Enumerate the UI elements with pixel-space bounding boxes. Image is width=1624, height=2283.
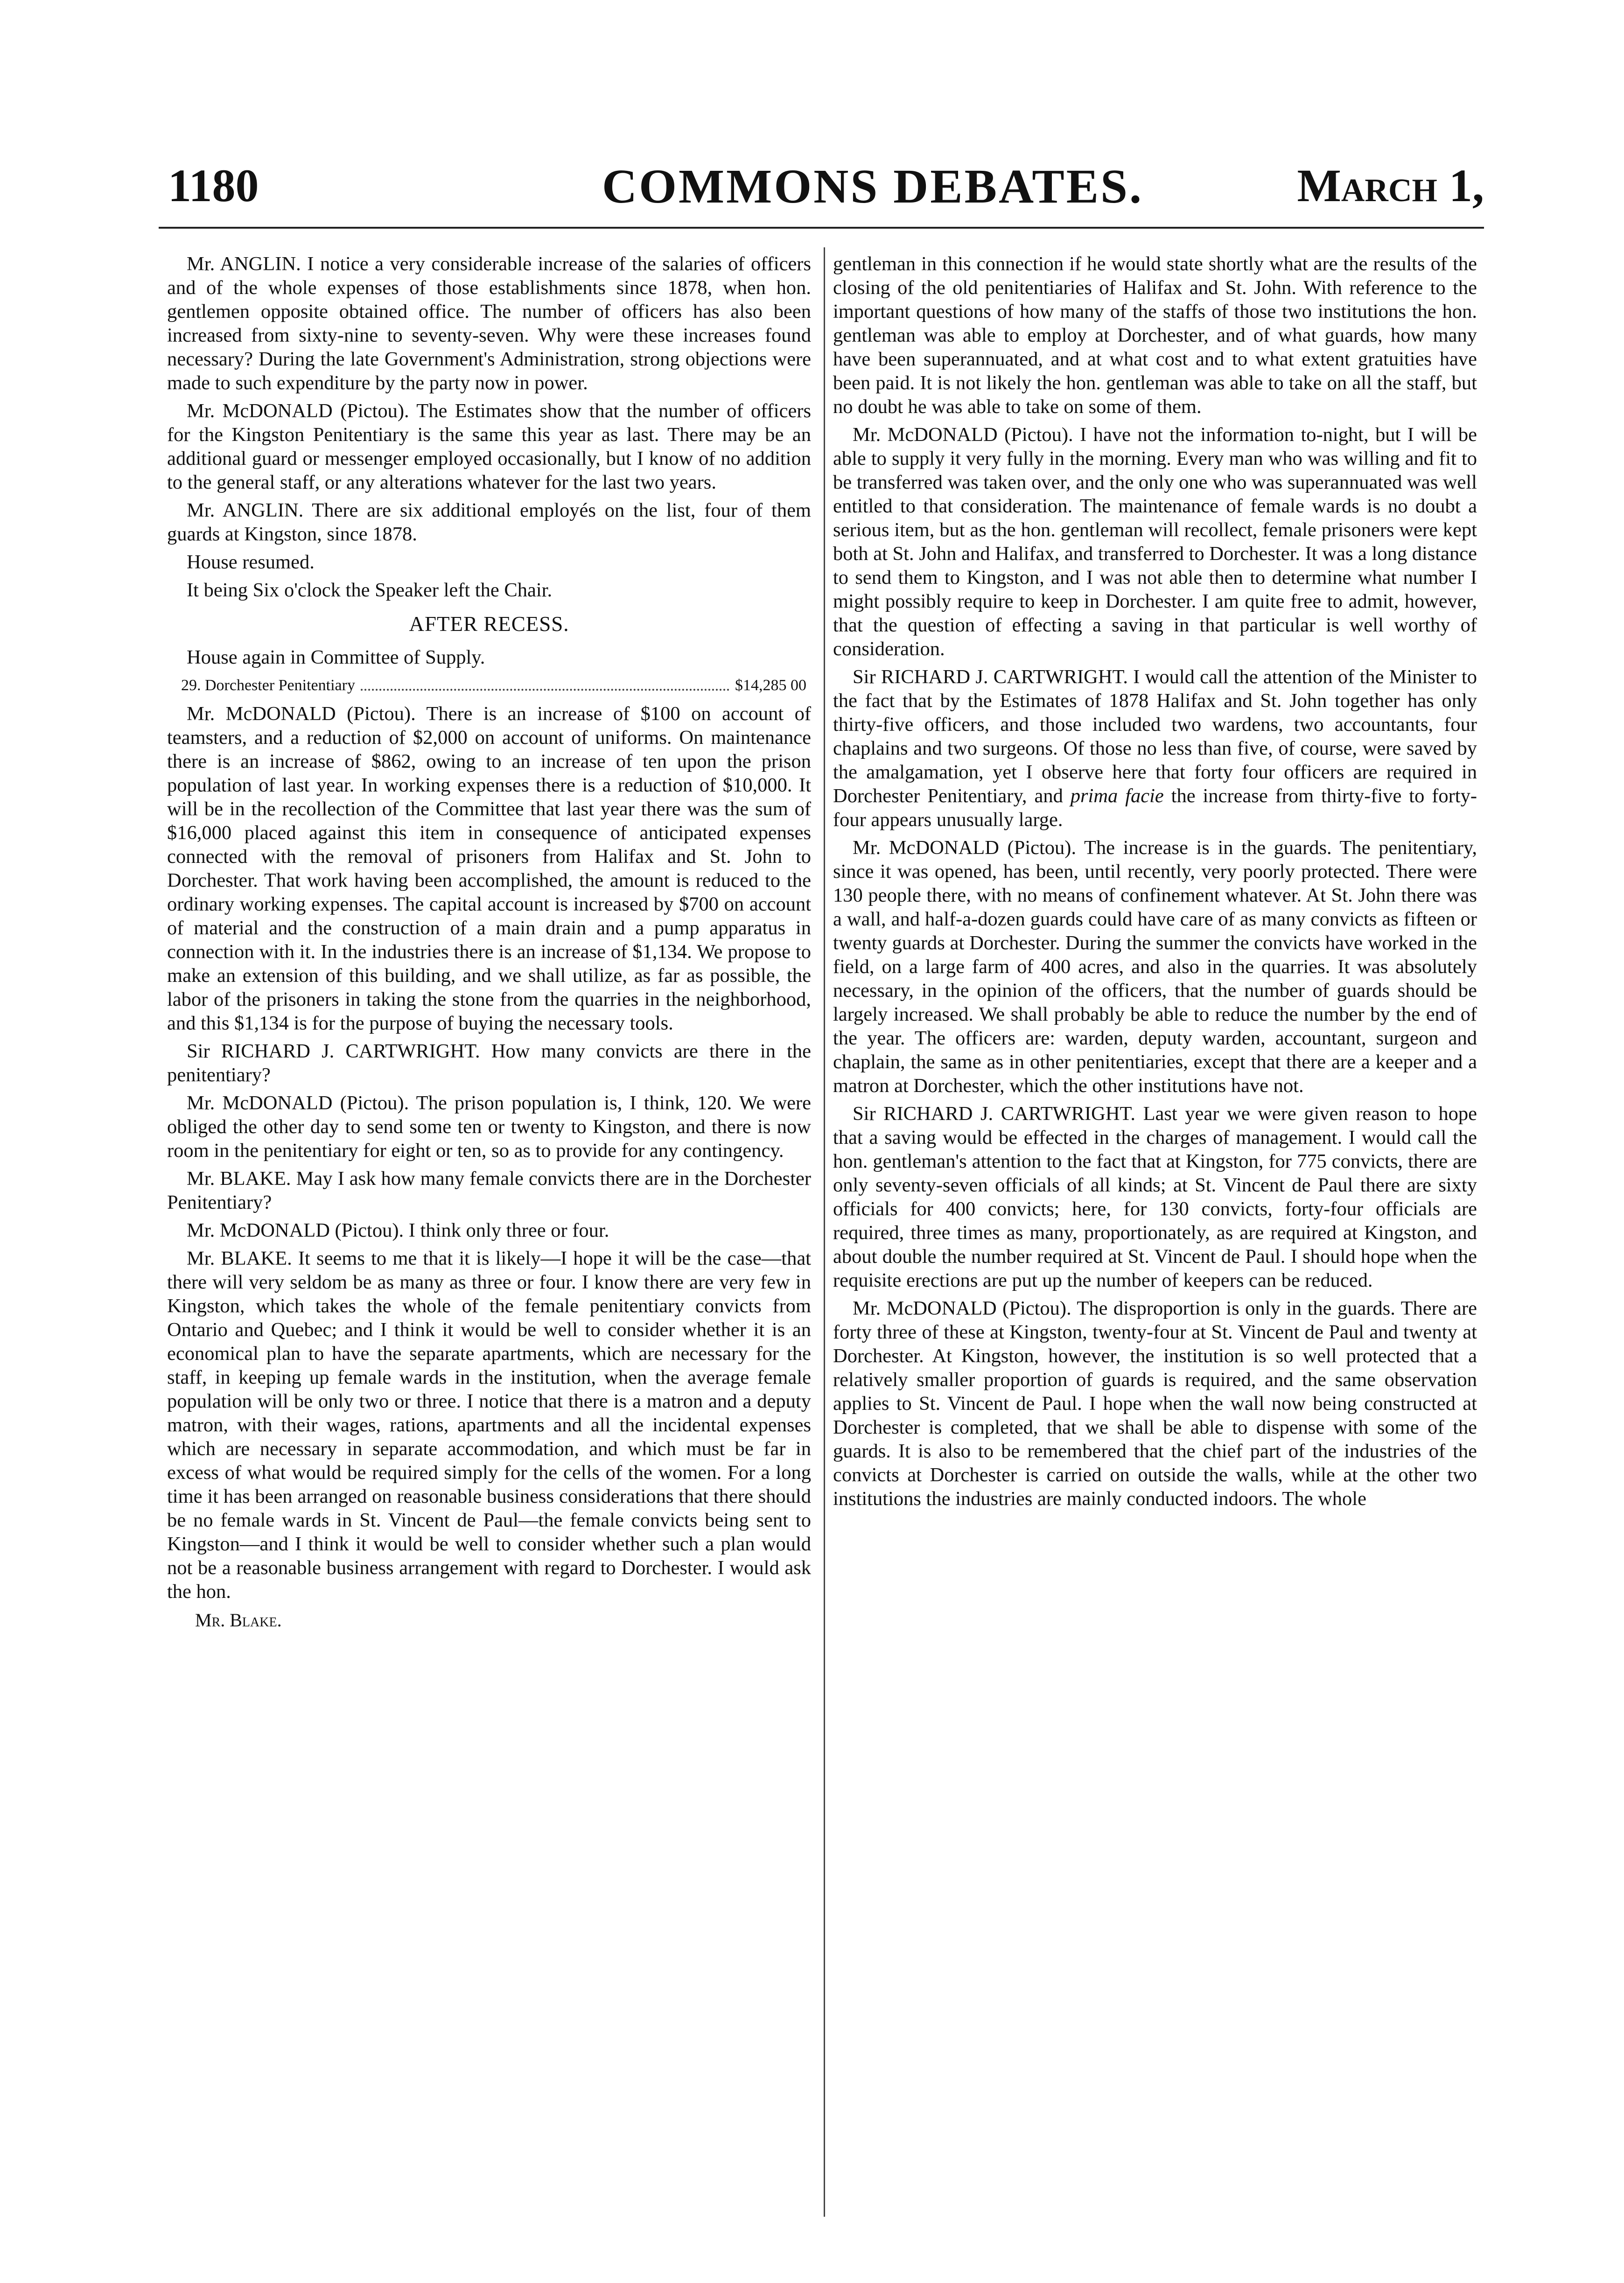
speech-text: How many convicts are there in the penitentiary? bbox=[167, 1040, 811, 1086]
paragraph bbox=[167, 702, 811, 1035]
speech-text: There is an increase of $100 on account of teamsters, and a reduction of $2,000 on account of uniforms. On maintenance there is an increase of $862, owing to an increase of ten upon the prison population of last year. In working expenses there is a reduction of $10,000. It will be in the recollection of the Committee that last year there was the sum of $16,000 placed against this item in consequence of anticipated expenses connected with the removal of prisoners from Halifax and St. John to Dorchester. That work having been accomplished, the amount is reduced to the ordinary working expenses. The capital account is increased by $700 on account of material and the construction of a main drain and a pump apparatus in connection with it. In the industries there is an increase of $1,134. We propose to make an extension of this building, and we shall utilize, as far as possible, the labor of the prisoners in taking the stone from the quarries in the neighborhood, and this $1,134 is for the purpose of buying the necessary tools. bbox=[167, 703, 812, 1034]
speech-text: May I ask how many female convicts there are in the Dorchester Penitentiary? bbox=[167, 1168, 812, 1213]
speaker-name: Mr. McDONALD (Pictou). bbox=[187, 1092, 409, 1114]
speech-text: The disproportion is only in the guards. There are forty three of these at Kingston, twenty-four at St. Vincent de Paul and twenty at Dorchester. At Kingston, however, the institution is so well protected that a relatively smaller proportion of guards is required, and the same observation applies to St. Vincent de Paul. I hope when the wall now being constructed at Dorchester is completed, that we shall be able to dispense with some of the guards. It is also to be remembered that the chief part of the industries of the convicts at Dorchester is carried on outside the walls, while at the other two institutions the industries are mainly conducted indoors. The whole bbox=[833, 1297, 1477, 1510]
speaker-name: Mr. McDONALD (Pictou). bbox=[853, 424, 1073, 446]
paragraph bbox=[167, 498, 811, 546]
paragraph bbox=[167, 1091, 811, 1163]
speech-text: There are six additional employés on the list, four of them guards at Kingston, since 1878. bbox=[167, 499, 811, 545]
speech-text: The prison population is, I think, 120. We were obliged the other day to send some ten or twenty to Kingston, and there is now room in the penitentiary for eight or ten, so as to provide for any contingency. bbox=[167, 1092, 812, 1162]
header-rule bbox=[159, 227, 1484, 229]
speaker-name: Mr. McDONALD (Pictou). bbox=[853, 1297, 1071, 1319]
running-title: COMMONS DEBATES. bbox=[602, 160, 1143, 213]
paragraph bbox=[833, 1296, 1477, 1511]
speech-text: I would call the attention of the Minister to the fact that by the Estimates of 1878 Halifax and St. John together has only thirty-five officers, and those included two wardens, two accountants, four chaplains and two surgeons. Of those no less than five, of course, were saved by the amalgamation, yet I observe here that forty four officers are required in Dorchester Penitentiary, and bbox=[833, 666, 1477, 807]
supply-item-label: 29. Dorchester Penitentiary bbox=[181, 677, 355, 694]
dot-leader bbox=[361, 673, 729, 691]
paragraph bbox=[167, 1219, 811, 1242]
speech-text: the increase from thirty-five to forty-four appears unusually large. bbox=[833, 785, 1477, 831]
procedural-note: It being Six o'clock the Speaker left the Chair. bbox=[187, 579, 553, 601]
paragraph bbox=[167, 399, 811, 494]
speaker-name: Mr. ANGLIN. bbox=[187, 253, 301, 275]
right-column bbox=[833, 252, 1477, 1515]
paragraph bbox=[833, 836, 1477, 1098]
speaker-name: Mr. BLAKE. bbox=[187, 1247, 292, 1269]
paragraph bbox=[167, 1247, 811, 1604]
speech-text: I have not the information to-night, but I will be able to supply it very fully in the morning. Every man who was willing and fit to be transferred was taken over, and the only one who was superannuated was well entitled to that consideration. The maintenance of female wards is no doubt a serious item, but as the hon. gentleman will recollect, female prisoners were kept both at St. John and Halifax, and transferred to Dorchester. It was a long distance to send them to Kingston, and I was not able then to determine what number I might possibly require to keep in Dorchester. I am quite free to admit, however, that the question of effecting a saving in that particular is well worthy of consideration. bbox=[833, 424, 1477, 660]
latin-phrase: prima facie bbox=[1070, 785, 1164, 807]
procedural-note: House again in Committee of Supply. bbox=[187, 646, 485, 668]
footer-speaker-name: Mr. Blake. bbox=[195, 1610, 282, 1631]
paragraph bbox=[833, 423, 1477, 661]
speech-text: I think only three or four. bbox=[408, 1219, 609, 1241]
paragraph bbox=[833, 1102, 1477, 1292]
page-number: 1180 bbox=[168, 160, 259, 211]
speech-text: The increase is in the guards. The penitentiary, since it was opened, has been, until recently, very poorly protected. There were 130 people there, with no means of confinement whatever. At St. John there was a wall, and half-a-dozen guards could have care of as many convicts as fifteen or twenty guards at Dorchester. During the summer the convicts have worked in the field, on a large farm of 400 acres, and also in the quarries. It was absolutely necessary, in the opinion of the officers, that the number of guards should be largely increased. We shall probably be able to reduce the number by the end of the year. The officers are: warden, deputy warden, accountant, surgeon and chaplain, the same as in other penitentiaries, except that there are a keeper and a matron at Dorchester, which the other institutions have not. bbox=[833, 837, 1477, 1097]
column-divider bbox=[824, 247, 825, 2217]
speech-text: The Estimates show that the number of officers for the Kingston Penitentiary is the same this year as last. There may be an additional guard or messenger employed occasionally, but I know of no addition to the general staff, or any alterations whatever for the last two years. bbox=[167, 400, 812, 493]
speaker-name: Mr. McDONALD (Pictou). bbox=[187, 1219, 404, 1241]
running-date: March 1, bbox=[1297, 160, 1484, 211]
speaker-name: Sir RICHARD J. CARTWRIGHT. bbox=[853, 666, 1128, 688]
paragraph bbox=[833, 665, 1477, 832]
paragraph bbox=[167, 252, 811, 395]
speaker-name: Mr. BLAKE. bbox=[187, 1168, 291, 1190]
paragraph bbox=[167, 1039, 811, 1087]
speaker-name: Mr. ANGLIN. bbox=[187, 499, 304, 521]
speech-text: I notice a very considerable increase of the salaries of officers and of the whole expenses of those establishments since 1878, when hon. gentlemen opposite obtained office. The number of officers has also been increased from sixty-nine to seventy-seven. Why were these increases found necessary? During the late Government's Administration, strong objections were made to such expenditure by the party now in power. bbox=[167, 253, 812, 394]
supply-item bbox=[181, 673, 811, 697]
page-header bbox=[0, 0, 1624, 261]
procedural-note: House resumed. bbox=[187, 551, 315, 573]
supply-item-amount: $14,285 00 bbox=[735, 677, 806, 694]
paragraph bbox=[167, 1167, 811, 1214]
speech-text: It seems to me that it is likely—I hope it will be the case—that there will very seldom be as many as three or four. I know there are very few in Kingston, which takes the whole of the female penitentiary convicts from Ontario and Quebec; and I think it would be well to consider whether it is an economical plan to have the separate apartments, which are necessary for the staff, in keeping up female wards in the institution, when the average female population will be only two or three. I notice that there is a matron and a deputy matron, with their wages, rations, apartments and all the incidental expenses which are necessary in separate accommodation, and which must be far in excess of what would be required simply for the cells of the women. For a long time it has been arranged on reasonable business considerations that there should be no female wards in St. Vincent de Paul—the female convicts being sent to Kingston—and I think it would be well to consider whether such a plan would not be a reasonable business arrangement with regard to Dorchester. I would ask the hon. bbox=[167, 1247, 811, 1603]
speaker-name: Mr. McDONALD (Pictou). bbox=[187, 400, 409, 422]
speech-text: Last year we were given reason to hope that a saving would be effected in the charges of management. I would call the hon. gentleman's attention to the fact that at Kingston, for 775 convicts, there are only seventy-seven officials of all kinds; at St. Vincent de Paul there are sixty officials for 400 convicts; here, for 130 convicts, forty-four officials are required, three times as many, proportionately, as are required at Kingston, and about double the number required at St. Vincent de Paul. I should hope when the requisite erections are put up the number of keepers can be reduced. bbox=[833, 1103, 1477, 1291]
left-column bbox=[167, 252, 811, 1632]
speaker-name: Sir RICHARD J. CARTWRIGHT. bbox=[187, 1040, 480, 1062]
section-heading: AFTER RECESS. bbox=[409, 612, 569, 636]
speaker-name: Sir RICHARD J. CARTWRIGHT. bbox=[853, 1103, 1135, 1125]
speaker-name: Mr. McDONALD (Pictou). bbox=[853, 837, 1077, 859]
speaker-name: Mr. McDONALD (Pictou). bbox=[187, 703, 416, 725]
paragraph-continued: gentleman in this connection if he would state shortly what are the results of the closing of the old penitentiaries of Halifax and St. John. With reference to the important questions of how many of the staffs of those two institutions the hon. gentleman was able to employ at Dorchester, and of what guards, how many have been superannuated, and at what cost and to what extent gratuities have been paid. It is not likely the hon. gentleman was able to take on all the staff, but no doubt he was able to take on some of them. bbox=[833, 253, 1477, 418]
